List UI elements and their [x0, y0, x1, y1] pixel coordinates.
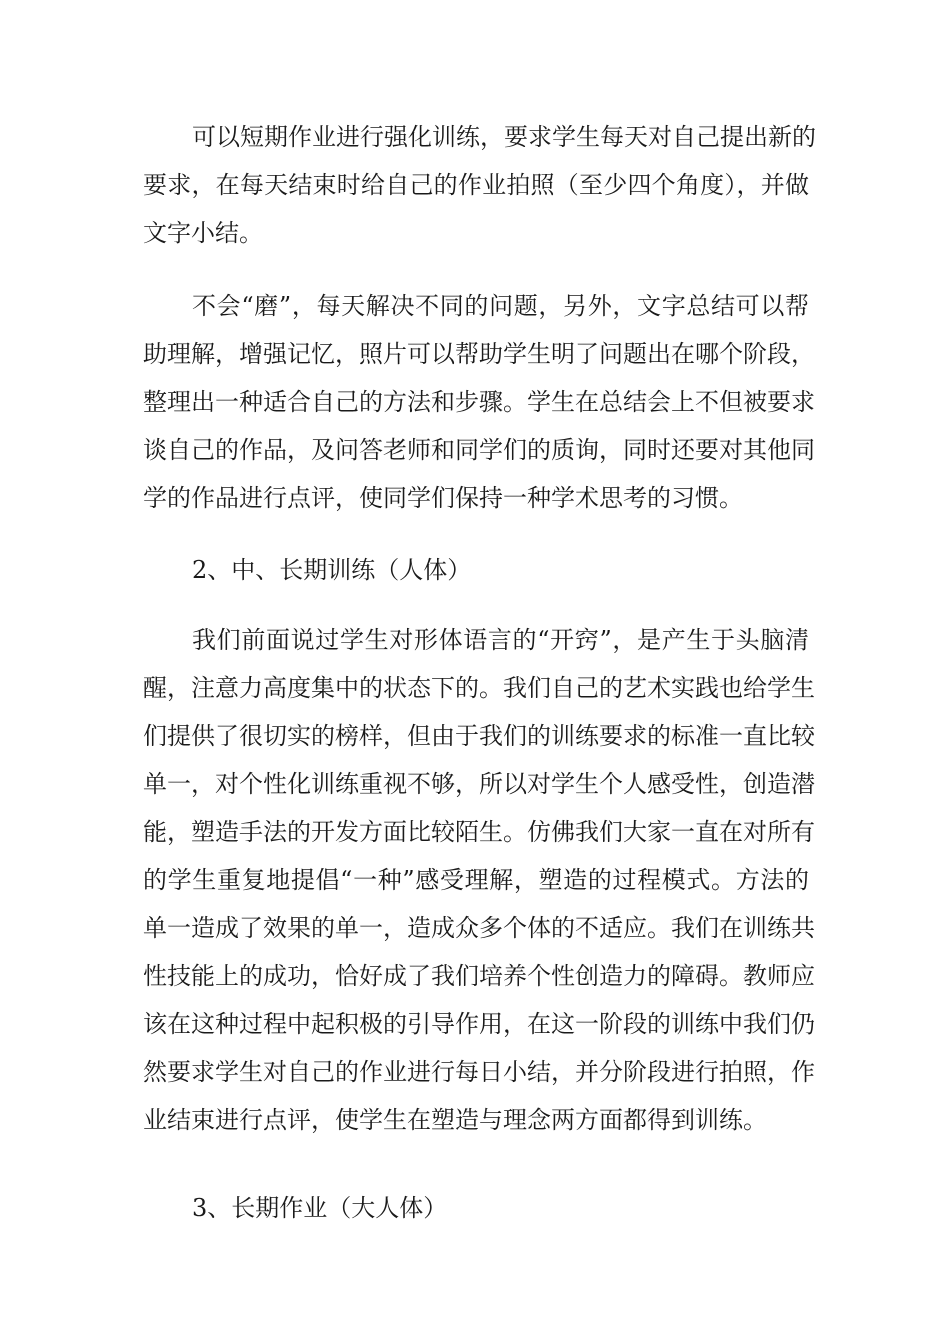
paragraph-line: 要求，在每天结束时给自己的作业拍照（至少四个角度），并做 — [143, 171, 809, 199]
paragraph-3 — [143, 616, 815, 1144]
paragraph-2 — [143, 282, 815, 522]
paragraph-line: 整理出一种适合自己的方法和步骤。学生在总结会上不但被要求 — [143, 388, 815, 416]
paragraph-line: 该在这种过程中起积极的引导作用，在这一阶段的训练中我们仍 — [143, 1010, 815, 1038]
paragraph-line: 能，塑造手法的开发方面比较陌生。仿佛我们大家一直在对所有 — [143, 818, 815, 846]
section-heading-3 — [143, 1184, 809, 1232]
paragraph-line: 们提供了很切实的榜样，但由于我们的训练要求的标准一直比较 — [143, 722, 815, 750]
paragraph-line: 可以短期作业进行强化训练，要求学生每天对自己提出新的 — [192, 123, 816, 151]
section-heading-2 — [143, 546, 809, 594]
paragraph-line: 性技能上的成功，恰好成了我们培养个性创造力的障碍。教师应 — [143, 962, 815, 990]
paragraph-line: 然要求学生对自己的作业进行每日小结，并分阶段进行拍照，作 — [143, 1058, 815, 1086]
paragraph-1 — [143, 113, 816, 257]
paragraph-line: 文字小结。 — [143, 219, 263, 247]
paragraph-line: 单一造成了效果的单一，造成众多个体的不适应。我们在训练共 — [143, 914, 815, 942]
paragraph-line: 不会“磨”，每天解决不同的问题，另外，文字总结可以帮 — [192, 292, 809, 320]
paragraph-line: 助理解，增强记忆，照片可以帮助学生明了问题出在哪个阶段， — [143, 340, 815, 368]
section-heading: 3、长期作业（大人体） — [192, 1194, 448, 1222]
paragraph-line: 学的作品进行点评，使同学们保持一种学术思考的习惯。 — [143, 484, 743, 512]
section-heading: 2、中、长期训练（人体） — [192, 556, 472, 584]
paragraph-line: 单一，对个性化训练重视不够，所以对学生个人感受性，创造潜 — [143, 770, 815, 798]
paragraph-line: 的学生重复地提倡“一种”感受理解，塑造的过程模式。方法的 — [143, 866, 809, 894]
paragraph-line: 醒，注意力高度集中的状态下的。我们自己的艺术实践也给学生 — [143, 674, 815, 702]
paragraph-line: 我们前面说过学生对形体语言的“开窍”，是产生于头脑清 — [192, 626, 809, 654]
paragraph-line: 谈自己的作品，及问答老师和同学们的质询，同时还要对其他同 — [143, 436, 815, 464]
paragraph-line: 业结束进行点评，使学生在塑造与理念两方面都得到训练。 — [143, 1106, 767, 1134]
